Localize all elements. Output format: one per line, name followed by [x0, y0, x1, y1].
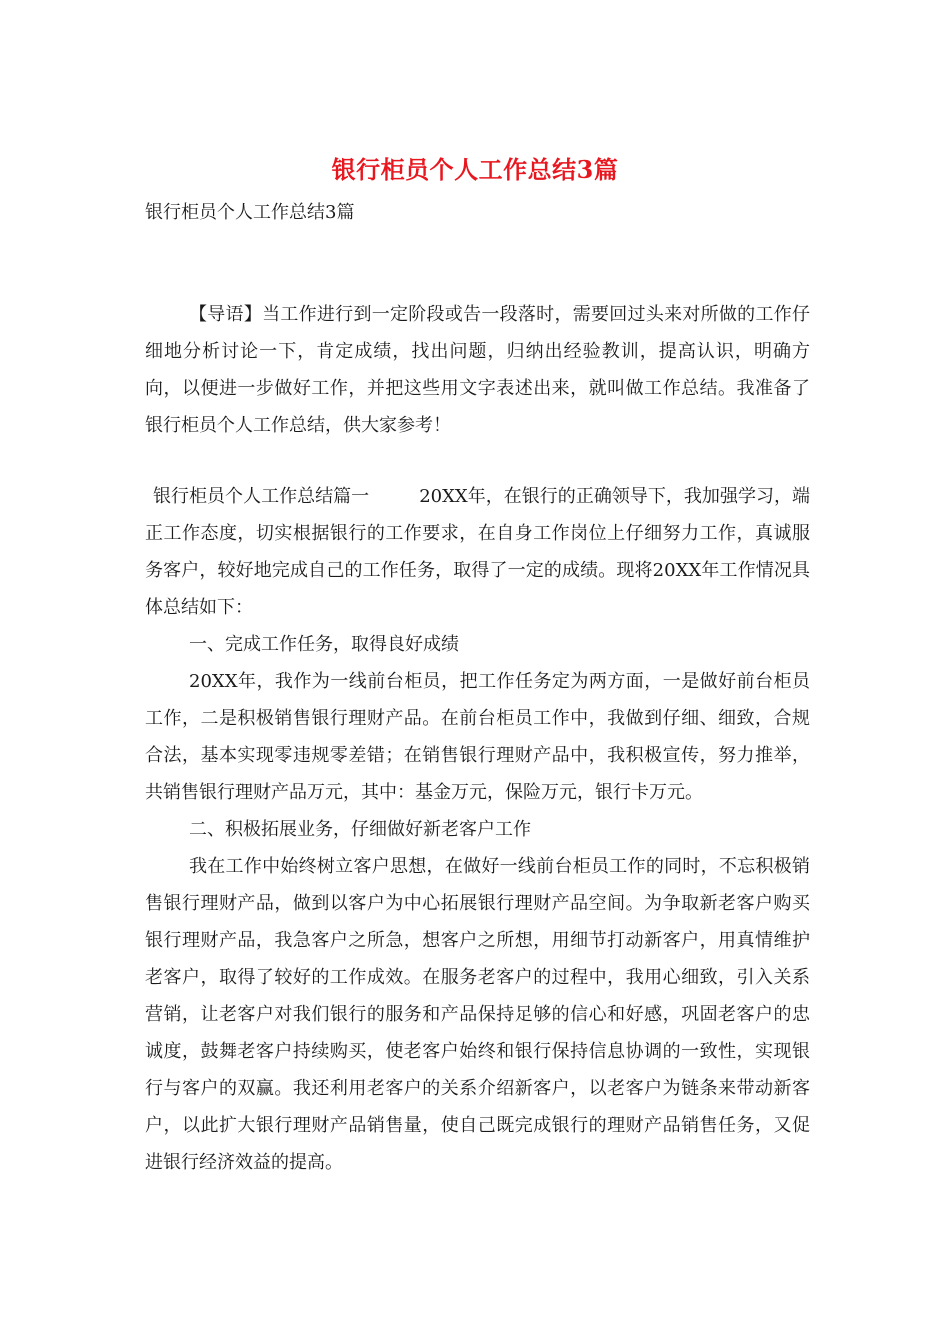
paragraph-one: 20XX年，我作为一线前台柜员，把工作任务定为两方面，一是做好前台柜员工作，二是积极销售银行理财产品。在前台柜员工作中，我做到仔细、细致，合规合法，基本实现零违规零差错；在销售银行理财产品中，我积极宣传，努力推举，共销售银行理财产品万元，其中：基金万元，保险万元，银行卡万元。 [145, 671, 810, 803]
section-one-paragraph [145, 478, 810, 626]
section-one-block [145, 478, 810, 1181]
section-intro: 20XX年，在银行的正确领导下，我加强学习，端正工作态度，切实根据银行的工作要求，在自身工作岗位上仔细努力工作，真诚服务客户，较好地完成自己的工作任务，取得了一定的成绩。现将20XX年工作情况具体总结如下： [145, 486, 811, 618]
heading-one: 一、完成工作任务，取得良好成绩 [189, 634, 459, 655]
intro-block [145, 296, 810, 444]
document-subtitle: 银行柜员个人工作总结3篇 [145, 202, 355, 223]
paragraph-two: 我在工作中始终树立客户思想，在做好一线前台柜员工作的同时，不忘积极销售银行理财产品，做到以客户为中心拓展银行理财产品空间。为争取新老客户购买银行理财产品，我急客户之所急，想客户之所想，用细节打动新客户，用真情维护老客户，取得了较好的工作成效。在服务老客户的过程中，我用心细致，引入关系营销，让老客户对我们银行的服务和产品保持足够的信心和好感，巩固老客户的忠诚度，鼓舞老客户持续购买，使老客户始终和银行保持信息协调的一致性，实现银行与客户的双赢。我还利用老客户的关系介绍新客户，以老客户为链条来带动新客户，以此扩大银行理财产品销售量，使自己既完成银行的理财产品销售任务，又促进银行经济效益的提高。 [145, 856, 810, 1173]
document-title: 银行柜员个人工作总结3篇 [331, 155, 619, 184]
heading-two: 二、积极拓展业务，仔细做好新老客户工作 [189, 819, 531, 840]
intro-paragraph: 【导语】当工作进行到一定阶段或告一段落时，需要回过头来对所做的工作仔细地分析讨论一下，肯定成绩，找出问题，归纳出经验教训，提高认识，明确方向，以便进一步做好工作，并把这些用文字表述出来，就叫做工作总结。我准备了银行柜员个人工作总结，供大家参考！ [145, 304, 810, 436]
section-heading: 银行柜员个人工作总结篇一 [153, 486, 370, 507]
